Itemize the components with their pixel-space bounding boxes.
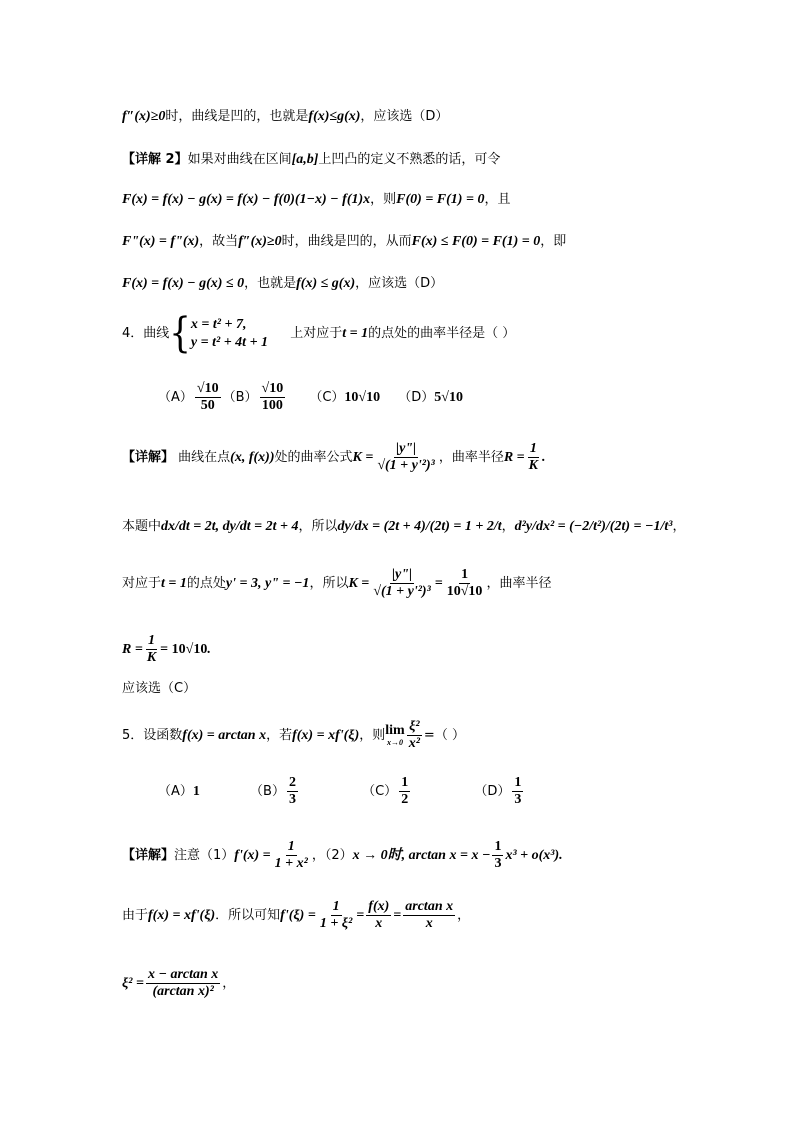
interval-expr: [a,b]: [291, 152, 319, 167]
parametric-system: [191, 316, 268, 352]
mean-value-expr: f(x) = xf'(ξ): [148, 908, 216, 923]
question-4-evaluation: [122, 562, 551, 606]
text: 本题中: [122, 519, 162, 534]
math-expr: F"(x) = f"(x): [122, 234, 200, 249]
radius-symbol: R =: [503, 450, 525, 465]
equals: =: [393, 908, 402, 923]
math-expr: f″(x)≥0: [238, 234, 282, 249]
denominator: 50: [200, 398, 215, 413]
text: ，则: [359, 728, 386, 743]
mean-value-expr: f(x) = xf'(ξ): [292, 728, 360, 743]
radius-symbol: R =: [122, 642, 143, 657]
derivative-xi-fraction: [318, 899, 354, 932]
detail-2-definition: [122, 190, 510, 210]
curvature-formula: [375, 441, 436, 474]
option-c-value: 10√10: [344, 390, 381, 405]
denominator: 2: [401, 792, 409, 807]
lim-text: lim: [385, 722, 405, 738]
curvature-formula: [371, 567, 432, 600]
math-expr: t = 1: [342, 326, 369, 341]
equals: =: [434, 576, 443, 591]
option-a-label: （A）: [158, 784, 193, 799]
question-5-detail: [122, 836, 563, 876]
xi-squared-fraction: [146, 967, 220, 1000]
radius-fraction: [145, 633, 158, 666]
radius-formula: [527, 441, 540, 474]
text: ，所以: [298, 519, 338, 534]
numerator: 1: [287, 839, 295, 854]
option-b-label: （B）: [222, 390, 258, 405]
equals: =: [356, 908, 365, 923]
option-d-label: （D）: [398, 390, 435, 405]
limit-fraction: [407, 719, 422, 752]
numerator: √10: [261, 381, 284, 396]
numerator: 1: [401, 775, 409, 790]
text: ．所以可知: [215, 908, 281, 923]
period: .: [559, 848, 563, 863]
text: ，: [672, 519, 686, 534]
math-expr: t = 1: [161, 576, 187, 591]
denominator: K: [528, 458, 538, 473]
text: ，所以: [309, 576, 349, 591]
text: ，若: [266, 728, 293, 743]
first-derivatives: dx/dt = 2t, dy/dt = 2t + 4: [161, 519, 299, 534]
text: 处的曲率公式: [274, 450, 353, 465]
denominator: x²: [408, 736, 420, 751]
text: ，: [457, 908, 471, 923]
system-row-y: y = t² + 4t + 1: [190, 334, 269, 350]
text: ，: [501, 519, 515, 534]
detail-tag: 【详解】: [122, 848, 175, 863]
math-expr: (x, f(x)): [230, 450, 275, 465]
denominator: √(1 + y'²)³: [373, 584, 431, 599]
detail-2-intro: [122, 150, 500, 170]
text: 注意（1）: [174, 848, 235, 863]
question-number: 5．设函数: [122, 728, 183, 743]
math-expr: F(x) = f(x) − g(x) = f(x) − f(0)(1−x) − f(1)x: [122, 192, 371, 207]
math-expr: F(x) ≤ F(0) = F(1) = 0: [411, 234, 541, 249]
numerator: 1: [494, 839, 502, 854]
option-c-fraction: [399, 775, 410, 808]
question-5: [122, 716, 465, 756]
denominator: 10√10: [446, 584, 483, 599]
question-4-answer: [122, 679, 196, 699]
detail-2-conclusion: [122, 274, 443, 294]
text: ，且: [484, 192, 511, 207]
question-4: [122, 309, 516, 358]
denominator: x: [375, 916, 383, 931]
taylor-coefficient: [492, 839, 503, 872]
curvature-symbol: K =: [352, 450, 374, 465]
period: .: [542, 450, 546, 465]
text: 上凹凸的定义不熟悉的话，可令: [318, 152, 501, 167]
option-c-label: （C）: [362, 784, 398, 799]
text: ，即: [540, 234, 567, 249]
option-a-fraction: [195, 381, 221, 414]
option-b-label: （B）: [250, 784, 285, 799]
taylor-expr: x → 0时, arctan x = x −: [352, 848, 491, 863]
radius-value: = 10√10: [160, 642, 208, 657]
numerator: |y"|: [395, 441, 417, 456]
denominator: 3: [288, 792, 296, 807]
numerator: |y"|: [391, 567, 413, 582]
math-expr: f(x) ≤ g(x): [296, 276, 356, 291]
text: ，曲率半径: [438, 450, 504, 465]
option-b-fraction: [260, 381, 286, 414]
numerator: 1: [332, 899, 340, 914]
math-expr: F(0) = F(1) = 0: [396, 192, 485, 207]
option-a-label: （A）: [158, 390, 193, 405]
period: .: [207, 642, 211, 657]
text: ，: [222, 976, 236, 991]
text: 如果对曲线在区间: [187, 152, 292, 167]
second-derivative: d²y/dx² = (−2/t²)/(2t) = −1/t³: [514, 519, 673, 534]
text: ，应该选（D）: [355, 276, 444, 291]
text: ，也就是: [244, 276, 297, 291]
curvature-value: [445, 567, 485, 600]
detail-tag: 【详解 2】: [122, 152, 188, 167]
numerator: √10: [196, 381, 219, 396]
derivative-fraction: [273, 839, 310, 872]
detail-2-reasoning: [122, 232, 566, 252]
question-5-xi-squared: [122, 962, 235, 1006]
text: 的点处的曲率半径是（ ）: [368, 326, 516, 341]
numerator: 1: [148, 633, 155, 648]
conclusion-line-1: [122, 107, 448, 127]
limit-operator: [385, 724, 404, 748]
question-5-derivation: [122, 894, 470, 938]
answer-text: 应该选（C）: [122, 681, 197, 696]
option-d-label: （D）: [474, 784, 511, 799]
system-row-x: x = t² + 7,: [190, 316, 247, 332]
math-expr: F(x) = f(x) − g(x) ≤ 0: [122, 276, 245, 291]
math-expr: y' = 3, y" = −1: [225, 576, 310, 591]
numerator: 1: [461, 567, 469, 582]
fx-over-x: [366, 899, 391, 932]
question-4-detail: [122, 436, 546, 480]
option-a-value: 1: [192, 784, 200, 799]
text: ，（2）: [311, 848, 353, 863]
text: 曲线在点: [178, 450, 231, 465]
option-d-fraction: [512, 775, 523, 808]
curvature-symbol: K =: [348, 576, 370, 591]
denominator: x: [425, 916, 433, 931]
xi-squared: ξ² =: [122, 976, 144, 991]
numerator: 1: [529, 441, 537, 456]
denominator: K: [146, 650, 157, 665]
question-5-options: [158, 772, 525, 812]
text: =（ ）: [423, 728, 465, 743]
dy-dx: dy/dx = (2t + 4)/(2t) = 1 + 2/t: [337, 519, 502, 534]
denominator: 3: [494, 856, 502, 871]
option-b-fraction: [287, 775, 298, 808]
denominator: 3: [514, 792, 522, 807]
text: 的点处: [186, 576, 226, 591]
denominator: (arctan x)²: [152, 984, 214, 999]
option-d-value: 5√10: [434, 390, 463, 405]
text: 对应于: [122, 576, 162, 591]
denominator: √(1 + y'²)³: [377, 458, 435, 473]
math-expr: f″(x)≥0: [122, 109, 166, 124]
taylor-remainder: x³ + o(x³): [505, 848, 560, 863]
numerator: 2: [288, 775, 296, 790]
system-brace: {: [169, 309, 191, 358]
text: 时，曲线是凹的，也就是: [165, 109, 309, 124]
detail-tag: 【详解】: [122, 450, 175, 465]
numerator: arctan x: [405, 899, 454, 914]
text: ，故当: [199, 234, 239, 249]
option-c-label: （C）: [309, 390, 345, 405]
numerator: ξ²: [409, 719, 420, 734]
numerator: 1: [514, 775, 522, 790]
numerator: f(x): [368, 899, 390, 914]
question-number: 4．曲线: [122, 326, 170, 341]
arctan-over-x: [403, 899, 455, 932]
function-def: f(x) = arctan x: [182, 728, 267, 743]
question-4-options: [158, 378, 463, 418]
question-4-radius: [122, 630, 211, 670]
text: ，应该选（D）: [360, 109, 449, 124]
derivative-symbol: f'(ξ) =: [280, 908, 316, 923]
denominator: 1 + x²: [274, 856, 308, 871]
text: 由于: [122, 908, 149, 923]
text: ，则: [370, 192, 397, 207]
denominator: 1 + ξ²: [319, 916, 353, 931]
question-4-derivatives: [122, 517, 685, 537]
text: 时，曲线是凹的，从而: [281, 234, 412, 249]
text: ，曲率半径: [486, 576, 552, 591]
math-expr: f(x)≤g(x): [308, 109, 361, 124]
lim-subscript: x→0: [386, 737, 403, 747]
numerator: x − arctan x: [147, 967, 219, 982]
derivative-symbol: f'(x) =: [234, 848, 271, 863]
denominator: 100: [261, 398, 283, 413]
text: 上对应于: [290, 326, 343, 341]
